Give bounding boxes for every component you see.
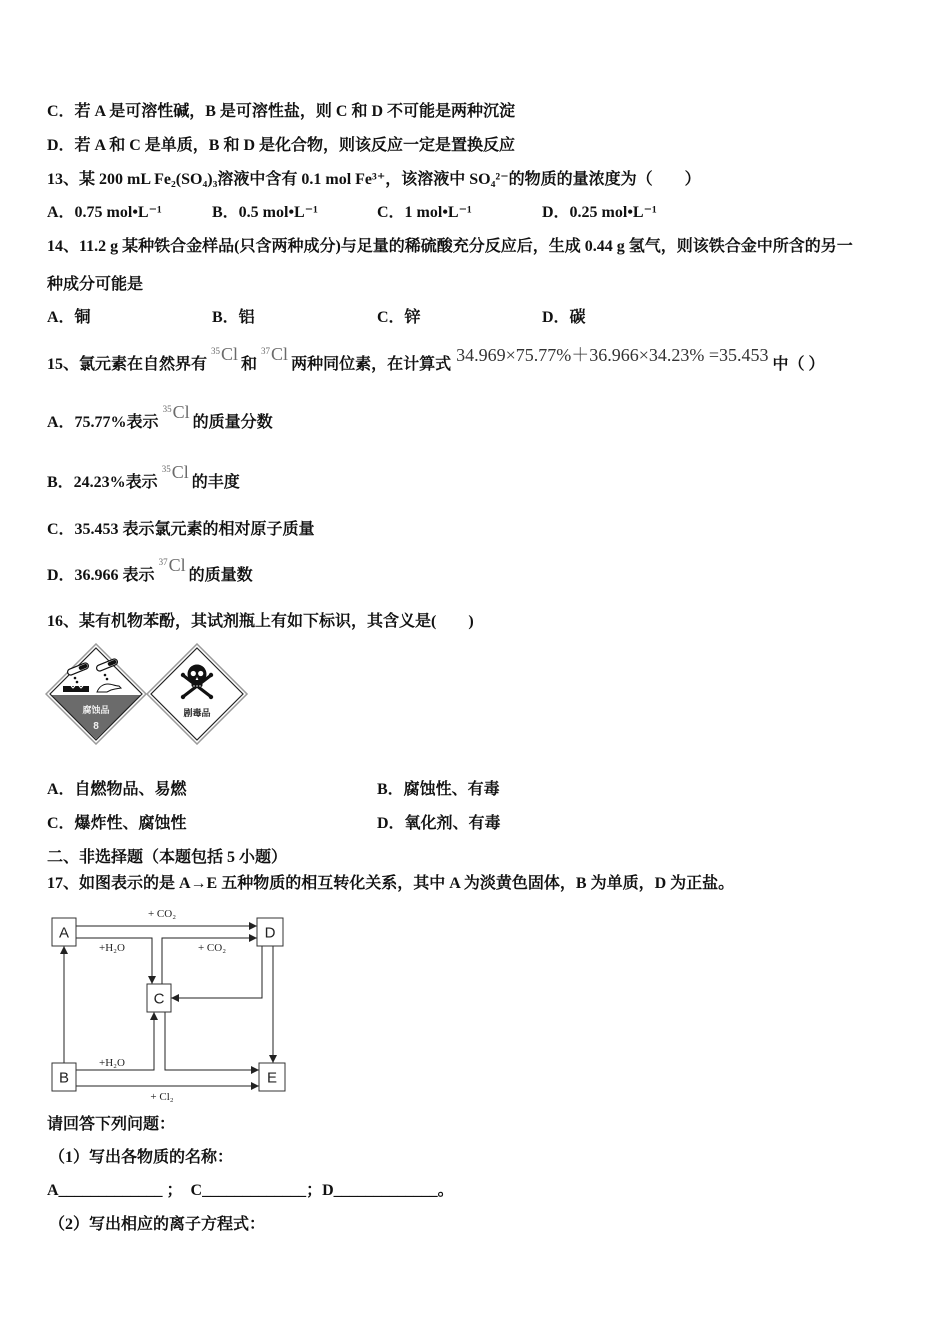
q14-option-c: C．锌 <box>377 309 421 326</box>
q17-prompt: 请回答下列问题： <box>47 1116 176 1133</box>
q17-part2: （2）写出相应的离子方程式： <box>49 1216 266 1233</box>
q16-option-a: A．自燃物品、易燃 <box>47 781 187 798</box>
q16-option-b: B．腐蚀性、有毒 <box>377 781 500 798</box>
node-e-label: E <box>266 1069 278 1087</box>
toxic-label-title: 剧毒品 <box>183 708 211 718</box>
isotope-symbol: Cl <box>271 344 289 364</box>
toxic-label-outer <box>147 644 247 744</box>
q17-part1: （1）写出各物质的名称： <box>49 1149 234 1166</box>
node-e <box>259 1063 285 1091</box>
edge-label-b-c: +H₂O <box>99 1057 125 1069</box>
q15-stem-joiner: 和 <box>241 356 258 373</box>
edge-label-c-d: + CO₂ <box>197 942 227 954</box>
q15-stem-suffix: 中（ ） <box>772 356 825 373</box>
q16-option-c: C．爆炸性、腐蚀性 <box>47 815 187 832</box>
toxic-label <box>147 644 247 744</box>
q13-option-b: B．0.5 mol•L⁻¹ <box>212 204 318 221</box>
node-c-label: C <box>153 990 165 1008</box>
isotope-cl37 <box>159 556 186 576</box>
option-prefix: B．24.23%表示 <box>47 474 158 491</box>
isotope-symbol: Cl <box>171 462 189 482</box>
q14-option-a: A．铜 <box>47 309 91 326</box>
isotope-cl35 <box>211 345 238 365</box>
q15-stem-mid: 两种同位素，在计算式 <box>291 356 452 373</box>
q15-stem <box>47 344 825 374</box>
q15-option-b <box>47 462 240 494</box>
node-c <box>147 984 171 1012</box>
q13-stem: 13、某 200 mL Fe₂(SO₄)₃溶液中含有 0.1 mol Fe³⁺，该溶液中 SO₄²⁻的物质的量浓度为（ ） <box>47 171 701 188</box>
isotope-symbol: Cl <box>172 402 190 422</box>
edge-label-a-d: + CO₂ <box>147 908 177 920</box>
isotope-mass: 35 <box>161 464 171 474</box>
q13-option-a: A．0.75 mol•L⁻¹ <box>47 204 162 221</box>
corrosive-label-lower-half <box>51 695 141 739</box>
q14-option-d: D．碳 <box>542 309 586 326</box>
isotope-symbol: Cl <box>168 555 186 575</box>
isotope-mass: 37 <box>261 346 271 356</box>
isotope-mass: 35 <box>211 346 221 356</box>
isotope-cl35 <box>163 403 190 423</box>
q14-stem-line2: 种成分可能是 <box>47 276 144 293</box>
q13-option-c: C．1 mol•L⁻¹ <box>377 204 472 221</box>
q16-option-d: D．氧化剂、有毒 <box>377 815 501 832</box>
q15-option-d <box>47 555 253 587</box>
q15-option-c: C．35.453 表示氯元素的相对原子质量 <box>47 521 315 538</box>
q13-option-d: D．0.25 mol•L⁻¹ <box>542 204 657 221</box>
corrosive-label-class-number: 8 <box>93 721 99 732</box>
isotope-mass: 37 <box>158 557 168 567</box>
edge-c-to-e <box>165 1012 259 1070</box>
q14-option-b: B．铝 <box>212 309 255 326</box>
q14-stem-line1: 14、11.2 g 某种铁合金样品(只含两种成分)与足量的稀硫酸充分反应后，生成 0.44 g 氢气，则该铁合金中所含的另一 <box>47 238 853 255</box>
q17-answer-blanks: A_____________ ； C_____________；D_____________。 <box>47 1182 454 1199</box>
isotope-cl37 <box>261 345 288 365</box>
hazard-labels <box>45 643 250 745</box>
node-a <box>52 918 76 946</box>
q12-option-c: C．若 A 是可溶性碱，B 是可溶性盐，则 C 和 D 不可能是两种沉淀 <box>47 103 516 120</box>
option-suffix: 的质量数 <box>188 567 253 584</box>
node-d <box>257 918 283 946</box>
isotope-symbol: Cl <box>221 344 239 364</box>
corrosive-label-title: 腐蚀品 <box>82 705 110 715</box>
option-prefix: D．36.966 表示 <box>47 567 155 584</box>
q12-option-d: D．若 A 和 C 是单质，B 和 D 是化合物，则该反应一定是置换反应 <box>47 137 516 154</box>
node-a-label: A <box>58 924 70 942</box>
node-d-label: D <box>264 924 276 942</box>
node-b-label: B <box>58 1069 70 1087</box>
isotope-cl35 <box>162 463 189 483</box>
q15-option-a <box>47 402 273 434</box>
conversion-diagram <box>45 903 295 1108</box>
section-heading: 二、非选择题（本题包括 5 小题） <box>47 849 288 866</box>
edge-label-b-e: + Cl₂ <box>150 1091 174 1103</box>
option-suffix: 的质量分数 <box>192 414 273 431</box>
q15-stem-prefix: 15、氯元素在自然界有 <box>47 356 208 373</box>
edge-label-a-c: +H₂O <box>99 942 125 954</box>
option-suffix: 的丰度 <box>191 474 240 491</box>
q17-stem: 17、如图表示的是 A→E 五种物质的相互转化关系，其中 A 为淡黄色固体，B 为单质，D 为正盐。 <box>47 875 735 892</box>
q15-formula: 34.969×75.77%＋36.966×34.23% =35.453 <box>456 345 769 365</box>
corrosive-label <box>46 644 146 744</box>
option-prefix: A．75.77%表示 <box>47 414 159 431</box>
node-b <box>52 1063 76 1091</box>
q16-stem: 16、某有机物苯酚，其试剂瓶上有如下标识，其含义是( ) <box>47 613 474 630</box>
isotope-mass: 35 <box>162 404 172 414</box>
